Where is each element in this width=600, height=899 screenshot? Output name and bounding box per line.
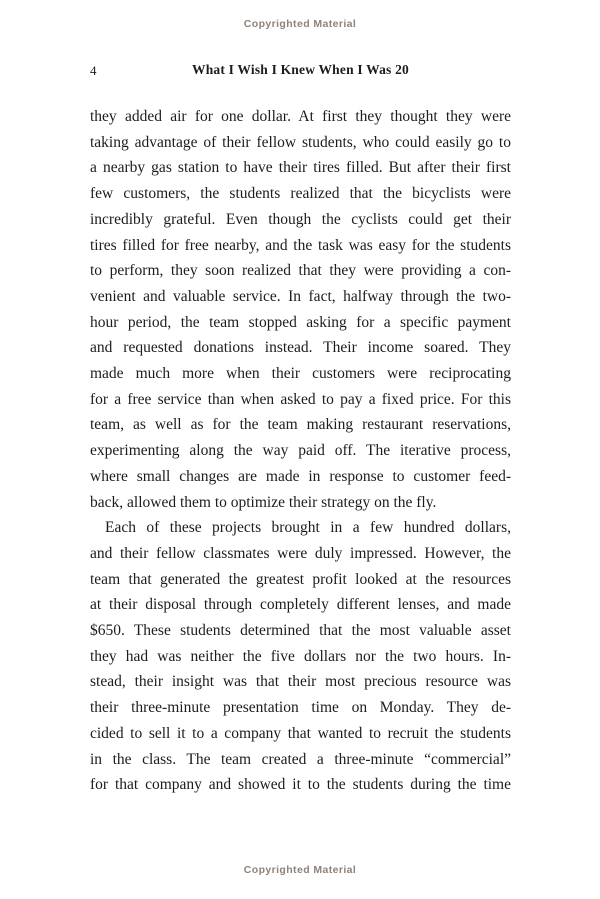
text-line: $650. These students determined that the most valuable asset bbox=[90, 622, 511, 640]
text-line: stead, their insight was that their most precious resource was bbox=[90, 673, 511, 691]
text-line: incredibly grateful. Even though the cyclists could get their bbox=[90, 210, 511, 228]
text-line: hour period, the team stopped asking for a specific payment bbox=[90, 313, 511, 331]
text-line: Each of these projects brought in a few hundred dollars, bbox=[105, 519, 511, 537]
text-line: tires filled for free nearby, and the task was easy for the students bbox=[90, 236, 511, 254]
text-line: taking advantage of their fellow students, who could easily go to bbox=[90, 133, 511, 151]
text-line: for that company and showed it to the students during the time bbox=[90, 776, 511, 794]
text-line: for a free service than when asked to pay a fixed price. For this bbox=[90, 390, 511, 408]
text-line: cided to sell it to a company that wanted to recruit the students bbox=[90, 724, 511, 742]
text-line: in the class. The team created a three-minute “commercial” bbox=[90, 750, 511, 768]
copyright-notice-top: Copyrighted Material bbox=[243, 18, 357, 30]
page-number: 4 bbox=[90, 63, 97, 78]
text-line: venient and valuable service. In fact, halfway through the two- bbox=[90, 287, 511, 305]
text-line: at their disposal through completely different lenses, and made bbox=[90, 596, 511, 614]
running-header-title: What I Wish I Knew When I Was 20 bbox=[192, 62, 409, 77]
text-line: team that generated the greatest profit looked at the resources bbox=[90, 570, 511, 588]
text-line: their three-minute presentation time on Monday. They de- bbox=[90, 699, 511, 717]
paragraph bbox=[90, 104, 511, 515]
text-line: experimenting along the way paid off. The iterative process, bbox=[90, 442, 511, 460]
copyright-notice-bottom: Copyrighted Material bbox=[243, 864, 357, 876]
text-line: they had was neither the five dollars nor the two hours. In- bbox=[90, 647, 511, 665]
text-line: back, allowed them to optimize their strategy on the fly. bbox=[90, 493, 437, 511]
text-line: a nearby gas station to have their tires filled. But after their first bbox=[90, 159, 511, 177]
text-line: made much more when their customers were reciprocating bbox=[90, 365, 511, 383]
text-line: team, as well as for the team making restaurant reservations, bbox=[90, 416, 511, 434]
text-line: few customers, the students realized that the bicyclists were bbox=[90, 185, 511, 203]
text-line: they added air for one dollar. At first they thought they were bbox=[90, 108, 511, 125]
paragraph bbox=[90, 515, 511, 798]
body-text bbox=[90, 104, 511, 798]
page-header bbox=[90, 62, 511, 80]
text-line: where small changes are made in response to customer feed- bbox=[90, 467, 511, 485]
text-line: and requested donations instead. Their income soared. They bbox=[90, 339, 511, 357]
text-line: to perform, they soon realized that they were providing a con- bbox=[90, 262, 511, 280]
text-line: and their fellow classmates were duly impressed. However, the bbox=[90, 544, 511, 562]
